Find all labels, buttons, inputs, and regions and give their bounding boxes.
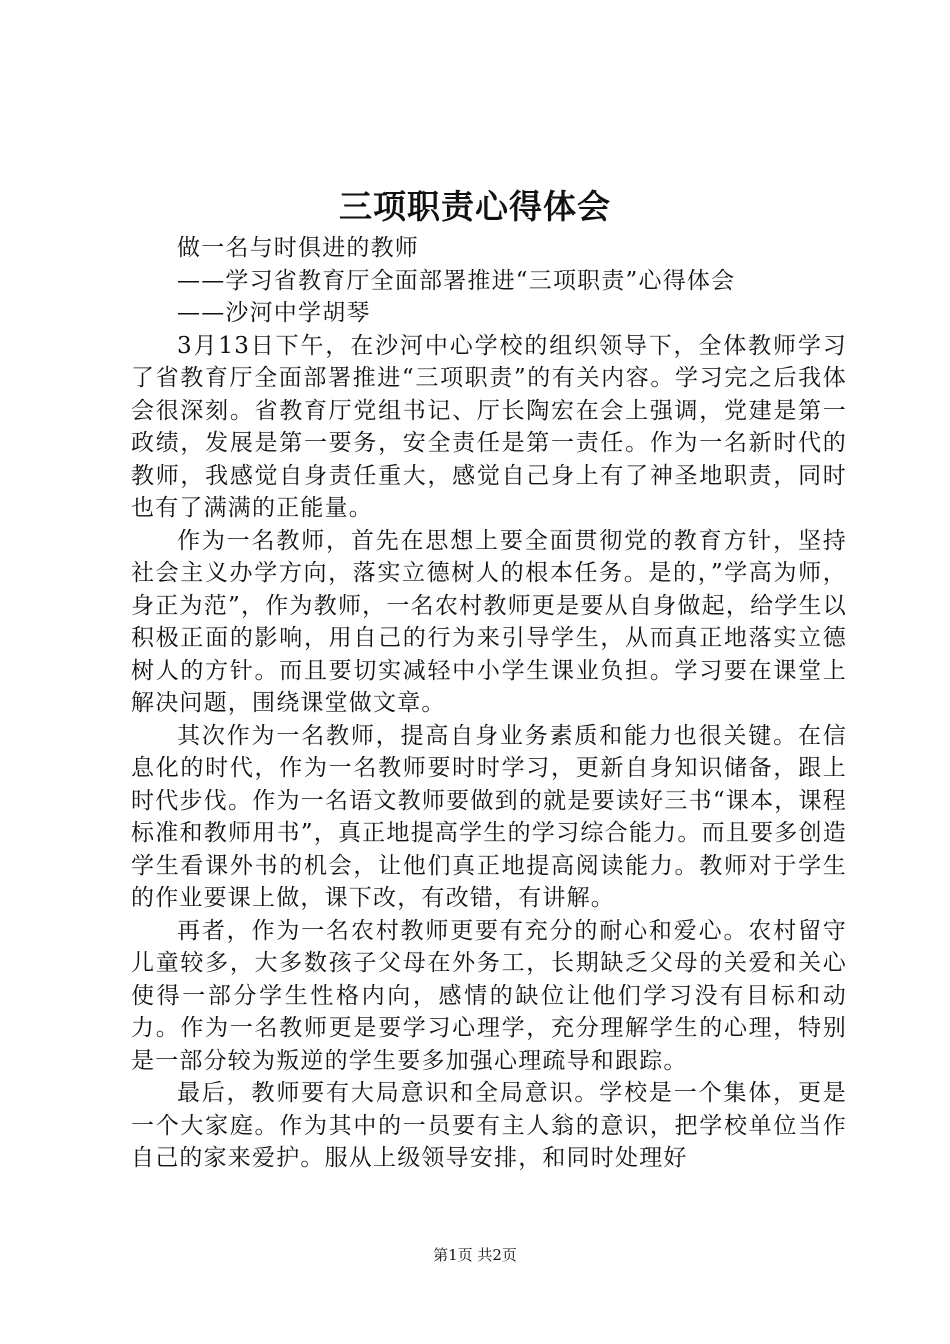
body-paragraph: 3月13日下午，在沙河中心学校的组织领导下，全体教师学习了省教育厅全面部署推进“三项职责”的有关内容。学习完之后我体会很深刻。省教育厅党组书记、厅长陶宏在会上强调，党建是第一政绩，发展是第一要务，安全责任是第一责任。作为一名新时代的教师，我感觉自身责任重大，感觉自己身上有了神圣地职责，同时也有了满满的正能量。: [131, 332, 847, 521]
page-footer: 第1页 共2页: [433, 1246, 517, 1264]
subtitle-line: ——沙河中学胡琴: [177, 300, 371, 326]
subtitle-line: 做一名与时俱进的教师: [177, 235, 419, 261]
document-body: [131, 232, 847, 1175]
body-paragraph: 作为一名教师，首先在思想上要全面贯彻党的教育方针，坚持社会主义办学方向，落实立德树人的根本任务。是的，”学高为师，身正为范”，作为教师，一名农村教师更是要从自身做起，给学生以积极正面的影响，用自己的行为来引导学生，从而真正地落实立德树人的方针。而且要切实减轻中小学生课业负担。学习要在课堂上解决问题，围绕课堂做文章。: [131, 527, 847, 716]
body-paragraph: 其次作为一名教师，提高自身业务素质和能力也很关键。在信息化的时代，作为一名教师要时时学习，更新自身知识储备，跟上时代步伐。作为一名语文教师要做到的就是要读好三书“课本，课程标准和教师用书”，真正地提高学生的学习综合能力。而且要多创造学生看课外书的机会，让他们真正地提高阅读能力。教师对于学生的作业要课上做，课下改，有改错，有讲解。: [131, 722, 847, 911]
subtitle-line: ——学习省教育厅全面部署推进“三项职责”心得体会: [177, 267, 736, 294]
body-paragraph: 最后，教师要有大局意识和全局意识。学校是一个集体，更是一个大家庭。作为其中的一员要有主人翁的意识，把学校单位当作自己的家来爱护。服从上级领导安排，和同时处理好: [131, 1080, 847, 1171]
body-paragraph: 再者，作为一名农村教师更要有充分的耐心和爱心。农村留守儿童较多，大多数孩子父母在外务工，长期缺乏父母的关爱和关心使得一部分学生性格内向，感情的缺位让他们学习没有目标和动力。作为一名教师更是要学习心理学，充分理解学生的心理，特别是一部分较为叛逆的学生要多加强心理疏导和跟踪。: [131, 917, 847, 1074]
document-title: 三项职责心得体会: [339, 187, 611, 226]
